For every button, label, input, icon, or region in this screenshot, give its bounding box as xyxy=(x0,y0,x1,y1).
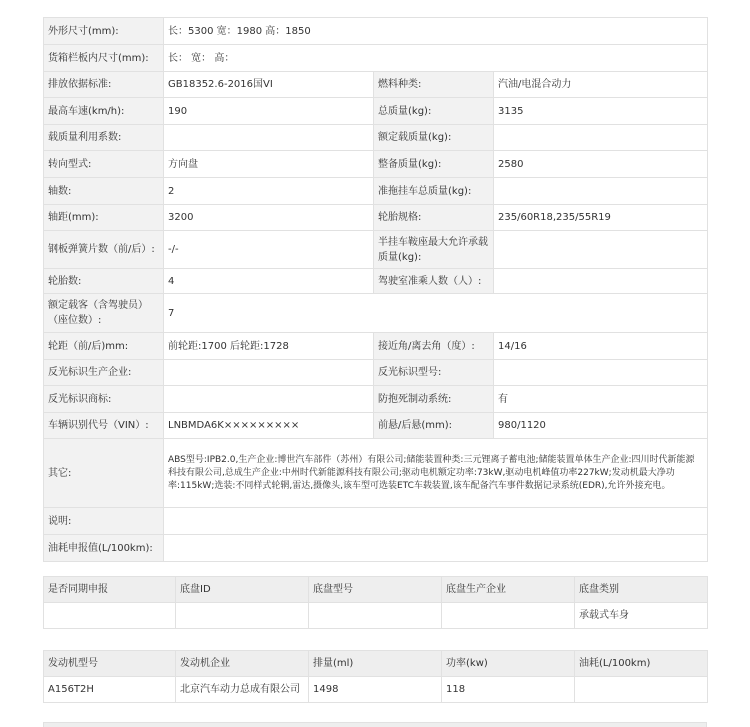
reflector-mfr-label: 反光标识生产企业: xyxy=(44,360,164,386)
rated-load-label: 额定载质量(kg): xyxy=(374,125,494,151)
reflector-mfr-value xyxy=(164,360,374,386)
max-speed-value: 190 xyxy=(164,98,374,125)
curb-mass-value: 2580 xyxy=(494,151,708,178)
load-util-coef-label: 载质量利用系数: xyxy=(44,125,164,151)
reflector-brand-value xyxy=(164,386,374,413)
reflector-model-label: 反光标识型号: xyxy=(374,360,494,386)
fuel-consumption-label: 油耗申报值(L/100km): xyxy=(44,535,164,562)
engine-cell-model: A156T2H xyxy=(44,677,176,703)
trailer-mass-label: 准拖挂车总质量(kg): xyxy=(374,178,494,205)
engine-header-power: 功率(kw) xyxy=(442,651,575,677)
chassis-cell-sync-declare xyxy=(44,603,176,629)
max-speed-label: 最高车速(km/h): xyxy=(44,98,164,125)
next-table-top-edge xyxy=(43,722,707,727)
track-label: 轮距（前/后)mm: xyxy=(44,333,164,360)
engine-table xyxy=(43,650,708,703)
rated-passengers-label: 额定载客（含驾驶员）（座位数）: xyxy=(44,294,164,333)
cargo-box-value: 长： 宽： 高： xyxy=(164,45,708,72)
engine-header-model: 发动机型号 xyxy=(44,651,176,677)
gross-mass-label: 总质量(kg): xyxy=(374,98,494,125)
engine-cell-displacement: 1498 xyxy=(309,677,442,703)
overhang-value: 980/1120 xyxy=(494,413,708,439)
cargo-box-label: 货箱栏板内尺寸(mm): xyxy=(44,45,164,72)
chassis-cell-manufacturer xyxy=(442,603,575,629)
leaf-springs-value: -/- xyxy=(164,231,374,269)
emission-std-value: GB18352.6-2016国VI xyxy=(164,72,374,98)
notes-value xyxy=(164,508,708,535)
engine-cell-power: 118 xyxy=(442,677,575,703)
tires-label: 轮胎规格: xyxy=(374,205,494,231)
wheelbase-value: 3200 xyxy=(164,205,374,231)
saddle-load-label: 半挂车鞍座最大允许承载质量(kg): xyxy=(374,231,494,269)
reflector-model-value xyxy=(494,360,708,386)
chassis-header-id: 底盘ID xyxy=(176,577,309,603)
chassis-cell-model xyxy=(309,603,442,629)
other-value: ABS型号:IPB2.0,生产企业:博世汽车部件（苏州）有限公司;储能装置种类:三元锂离子蓄电池;储能装置单体生产企业:四川时代新能源科技有限公司,总成生产企业:中州时代新能源科技有限公司;驱动电机额定功率:73kW,驱动电机峰值功率227kW;发动机最大净功率:115kW;选装:不同样式轮辋,雷达,摄像头,该车型可选装ETC车载装置,该车配备汽车事件数据记录系统(EDR),允许外接充电。 xyxy=(164,439,708,508)
fuel-type-value: 汽油/电混合动力 xyxy=(494,72,708,98)
engine-header-fuel-consumption: 油耗(L/100km) xyxy=(575,651,708,677)
saddle-load-value xyxy=(494,231,708,269)
engine-cell-manufacturer: 北京汽车动力总成有限公司 xyxy=(176,677,309,703)
curb-mass-label: 整备质量(kg): xyxy=(374,151,494,178)
abs-label: 防抱死制动系统: xyxy=(374,386,494,413)
gross-mass-value: 3135 xyxy=(494,98,708,125)
other-label: 其它: xyxy=(44,439,164,508)
rated-passengers-value: 7 xyxy=(164,294,708,333)
track-value: 前轮距:1700 后轮距:1728 xyxy=(164,333,374,360)
chassis-cell-category: 承载式车身 xyxy=(575,603,708,629)
reflector-brand-label: 反光标识商标: xyxy=(44,386,164,413)
vin-value: LNBMDA6K××××××××× xyxy=(164,413,374,439)
engine-header-displacement: 排量(ml) xyxy=(309,651,442,677)
notes-label: 说明: xyxy=(44,508,164,535)
tires-value: 235/60R18,235/55R19 xyxy=(494,205,708,231)
cab-seats-value xyxy=(494,269,708,294)
leaf-springs-label: 钢板弹簧片数（前/后）: xyxy=(44,231,164,269)
trailer-mass-value xyxy=(494,178,708,205)
vehicle-spec-table xyxy=(43,17,708,562)
load-util-coef-value xyxy=(164,125,374,151)
approach-angle-label: 接近角/离去角（度）: xyxy=(374,333,494,360)
engine-cell-fuel-consumption xyxy=(575,677,708,703)
rated-load-value xyxy=(494,125,708,151)
tire-count-label: 轮胎数: xyxy=(44,269,164,294)
approach-angle-value: 14/16 xyxy=(494,333,708,360)
chassis-table xyxy=(43,576,708,629)
abs-value: 有 xyxy=(494,386,708,413)
overhang-label: 前悬/后悬(mm): xyxy=(374,413,494,439)
chassis-header-model: 底盘型号 xyxy=(309,577,442,603)
tire-count-value: 4 xyxy=(164,269,374,294)
wheelbase-label: 轴距(mm): xyxy=(44,205,164,231)
emission-std-label: 排放依据标准: xyxy=(44,72,164,98)
axles-value: 2 xyxy=(164,178,374,205)
chassis-header-manufacturer: 底盘生产企业 xyxy=(442,577,575,603)
steering-value: 方向盘 xyxy=(164,151,374,178)
chassis-header-sync-declare: 是否同期申报 xyxy=(44,577,176,603)
engine-header-manufacturer: 发动机企业 xyxy=(176,651,309,677)
vin-label: 车辆识别代号（VIN）: xyxy=(44,413,164,439)
dimensions-label: 外形尺寸(mm): xyxy=(44,18,164,45)
steering-label: 转向型式: xyxy=(44,151,164,178)
fuel-consumption-value xyxy=(164,535,708,562)
dimensions-value: 长：5300 宽：1980 高：1850 xyxy=(164,18,708,45)
chassis-cell-id xyxy=(176,603,309,629)
cab-seats-label: 驾驶室准乘人数（人）: xyxy=(374,269,494,294)
fuel-type-label: 燃料种类: xyxy=(374,72,494,98)
axles-label: 轴数: xyxy=(44,178,164,205)
chassis-header-category: 底盘类别 xyxy=(575,577,708,603)
